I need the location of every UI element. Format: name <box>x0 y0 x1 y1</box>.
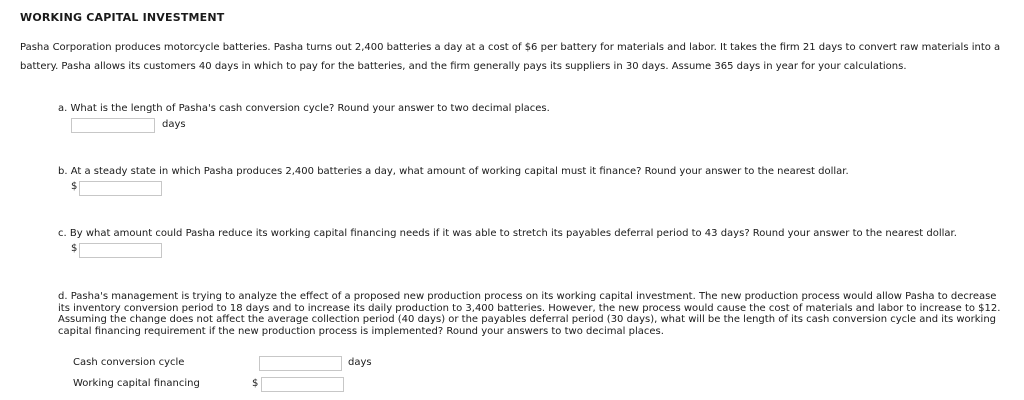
answer-b-input[interactable] <box>79 181 162 196</box>
ccc-unit: days <box>348 357 372 368</box>
question-a: a. What is the length of Pasha's cash conversion cycle? Round your answer to two decimal places. <box>58 103 550 114</box>
ccc-input[interactable] <box>259 356 342 371</box>
answer-c-currency: $ <box>71 243 78 254</box>
answer-a-input[interactable] <box>71 118 155 133</box>
question-c: c. By what amount could Pasha reduce its working capital financing needs if it was able to stretch its payables deferral period to 43 days? Round your answer to the nearest dollar. <box>58 228 957 239</box>
wcf-currency: $ <box>252 378 259 389</box>
question-d: d. Pasha's management is trying to analyze the effect of a proposed new production process on its working capital investment. The new production process would allow Pasha to decrease its inventory conversion period to 18 days and to increase its daily production to 3,400 batteries. However, the new process would cause the cost of materials and labor to increase to $12. Assuming the change does not affect the average collection period (40 days) or the payables deferral period (30 days), what will be the length of its cash conversion cycle and its working capital financing requirement if the new production process is implemented? Round your answers to two decimal places. <box>58 291 1001 337</box>
wcf-label: Working capital financing <box>73 378 200 389</box>
answer-b-currency: $ <box>71 181 78 192</box>
answer-a-unit: days <box>162 119 186 130</box>
problem-intro: Pasha Corporation produces motorcycle batteries. Pasha turns out 2,400 batteries a day at a cost of $6 per battery for materials and labor. It takes the firm 21 days to convert raw materials into a battery. Pasha allows its customers 40 days in which to pay for the batteries, and the firm generally pays its suppliers in 30 days. Assume 365 days in year for your calculations. <box>20 42 1001 72</box>
page-title: WORKING CAPITAL INVESTMENT <box>20 11 225 24</box>
question-b: b. At a steady state in which Pasha produces 2,400 batteries a day, what amount of working capital must it finance? Round your answer to the nearest dollar. <box>58 166 849 177</box>
wcf-input[interactable] <box>261 377 344 392</box>
answer-c-input[interactable] <box>79 243 162 258</box>
ccc-label: Cash conversion cycle <box>73 357 185 368</box>
